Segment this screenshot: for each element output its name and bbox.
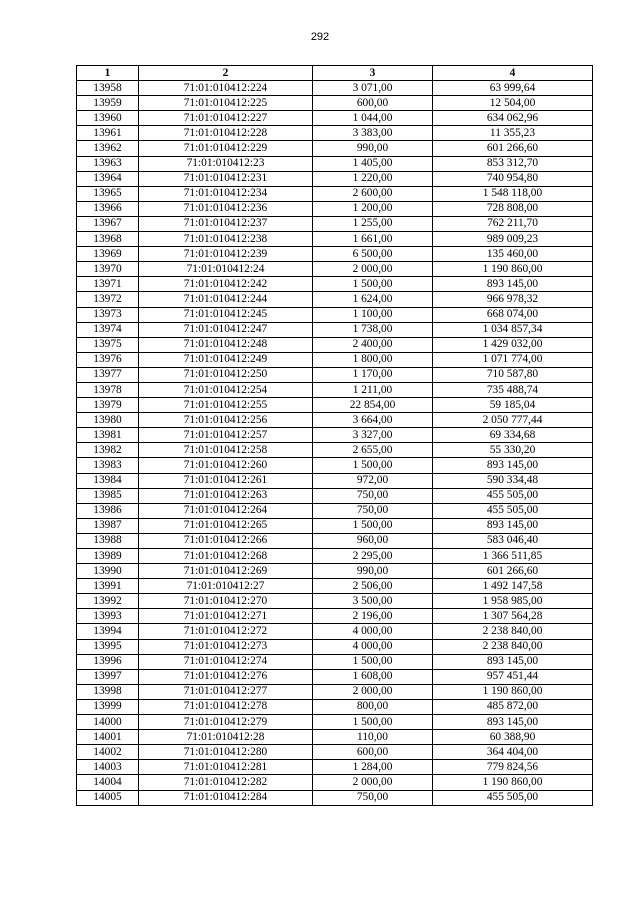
cadastral-number-cell: 71:01:010412:23 bbox=[139, 156, 313, 171]
area-cell: 990,00 bbox=[313, 141, 433, 156]
value-cell: 710 587,80 bbox=[433, 367, 593, 382]
table-row bbox=[77, 307, 593, 322]
row-number-cell: 13960 bbox=[77, 111, 139, 126]
row-number-cell: 13965 bbox=[77, 186, 139, 201]
row-number-cell: 13972 bbox=[77, 292, 139, 307]
area-cell: 972,00 bbox=[313, 473, 433, 488]
cadastral-number-cell: 71:01:010412:237 bbox=[139, 216, 313, 231]
value-cell: 779 824,56 bbox=[433, 760, 593, 775]
value-cell: 583 046,40 bbox=[433, 533, 593, 548]
area-cell: 110,00 bbox=[313, 730, 433, 745]
cadastral-number-cell: 71:01:010412:281 bbox=[139, 760, 313, 775]
cadastral-number-cell: 71:01:010412:227 bbox=[139, 111, 313, 126]
row-number-cell: 13988 bbox=[77, 533, 139, 548]
cadastral-number-cell: 71:01:010412:269 bbox=[139, 564, 313, 579]
cadastral-number-cell: 71:01:010412:224 bbox=[139, 81, 313, 96]
area-cell: 2 400,00 bbox=[313, 337, 433, 352]
value-cell: 893 145,00 bbox=[433, 654, 593, 669]
row-number-cell: 13967 bbox=[77, 216, 139, 231]
area-cell: 2 295,00 bbox=[313, 549, 433, 564]
table-row bbox=[77, 367, 593, 382]
value-cell: 2 238 840,00 bbox=[433, 639, 593, 654]
value-cell: 1 366 511,85 bbox=[433, 549, 593, 564]
table-row bbox=[77, 337, 593, 352]
cadastral-number-cell: 71:01:010412:239 bbox=[139, 247, 313, 262]
value-cell: 69 334,68 bbox=[433, 428, 593, 443]
cadastral-number-cell: 71:01:010412:256 bbox=[139, 413, 313, 428]
table-row bbox=[77, 775, 593, 790]
area-cell: 1 220,00 bbox=[313, 171, 433, 186]
table-row bbox=[77, 458, 593, 473]
cadastral-number-cell: 71:01:010412:263 bbox=[139, 488, 313, 503]
cadastral-number-cell: 71:01:010412:248 bbox=[139, 337, 313, 352]
cadastral-number-cell: 71:01:010412:276 bbox=[139, 669, 313, 684]
value-cell: 1 190 860,00 bbox=[433, 775, 593, 790]
row-number-cell: 13985 bbox=[77, 488, 139, 503]
header-col-4: 4 bbox=[433, 66, 593, 81]
row-number-cell: 13999 bbox=[77, 699, 139, 714]
row-number-cell: 13962 bbox=[77, 141, 139, 156]
cadastral-number-cell: 71:01:010412:270 bbox=[139, 594, 313, 609]
cadastral-number-cell: 71:01:010412:234 bbox=[139, 186, 313, 201]
cadastral-number-cell: 71:01:010412:249 bbox=[139, 352, 313, 367]
cadastral-table bbox=[76, 65, 593, 806]
table-row bbox=[77, 382, 593, 397]
cadastral-number-cell: 71:01:010412:278 bbox=[139, 699, 313, 714]
cadastral-number-cell: 71:01:010412:271 bbox=[139, 609, 313, 624]
row-number-cell: 13968 bbox=[77, 232, 139, 247]
area-cell: 3 664,00 bbox=[313, 413, 433, 428]
cadastral-number-cell: 71:01:010412:268 bbox=[139, 549, 313, 564]
area-cell: 1 284,00 bbox=[313, 760, 433, 775]
value-cell: 634 062,96 bbox=[433, 111, 593, 126]
table-row bbox=[77, 413, 593, 428]
row-number-cell: 13983 bbox=[77, 458, 139, 473]
value-cell: 364 404,00 bbox=[433, 745, 593, 760]
value-cell: 1 548 118,00 bbox=[433, 186, 593, 201]
table-row bbox=[77, 81, 593, 96]
cadastral-number-cell: 71:01:010412:265 bbox=[139, 518, 313, 533]
value-cell: 2 050 777,44 bbox=[433, 413, 593, 428]
value-cell: 59 185,04 bbox=[433, 398, 593, 413]
row-number-cell: 13991 bbox=[77, 579, 139, 594]
row-number-cell: 14004 bbox=[77, 775, 139, 790]
area-cell: 800,00 bbox=[313, 699, 433, 714]
table-row bbox=[77, 639, 593, 654]
area-cell: 3 071,00 bbox=[313, 81, 433, 96]
table-row bbox=[77, 443, 593, 458]
value-cell: 60 388,90 bbox=[433, 730, 593, 745]
value-cell: 1 190 860,00 bbox=[433, 262, 593, 277]
cadastral-number-cell: 71:01:010412:277 bbox=[139, 684, 313, 699]
header-row bbox=[77, 66, 593, 81]
cadastral-number-cell: 71:01:010412:247 bbox=[139, 322, 313, 337]
value-cell: 135 460,00 bbox=[433, 247, 593, 262]
cadastral-number-cell: 71:01:010412:255 bbox=[139, 398, 313, 413]
area-cell: 2 196,00 bbox=[313, 609, 433, 624]
row-number-cell: 14003 bbox=[77, 760, 139, 775]
row-number-cell: 13959 bbox=[77, 96, 139, 111]
row-number-cell: 13979 bbox=[77, 398, 139, 413]
row-number-cell: 13998 bbox=[77, 684, 139, 699]
row-number-cell: 13993 bbox=[77, 609, 139, 624]
table-row bbox=[77, 609, 593, 624]
table-row bbox=[77, 624, 593, 639]
table-row bbox=[77, 518, 593, 533]
table-row bbox=[77, 760, 593, 775]
row-number-cell: 13969 bbox=[77, 247, 139, 262]
table-body bbox=[77, 81, 593, 806]
value-cell: 2 238 840,00 bbox=[433, 624, 593, 639]
area-cell: 2 600,00 bbox=[313, 186, 433, 201]
table-row bbox=[77, 398, 593, 413]
table-row bbox=[77, 322, 593, 337]
area-cell: 750,00 bbox=[313, 790, 433, 805]
value-cell: 893 145,00 bbox=[433, 518, 593, 533]
cadastral-number-cell: 71:01:010412:28 bbox=[139, 730, 313, 745]
row-number-cell: 13971 bbox=[77, 277, 139, 292]
area-cell: 2 000,00 bbox=[313, 684, 433, 699]
area-cell: 3 383,00 bbox=[313, 126, 433, 141]
table-row bbox=[77, 549, 593, 564]
row-number-cell: 13964 bbox=[77, 171, 139, 186]
table-row bbox=[77, 790, 593, 805]
cadastral-number-cell: 71:01:010412:229 bbox=[139, 141, 313, 156]
row-number-cell: 13992 bbox=[77, 594, 139, 609]
area-cell: 750,00 bbox=[313, 503, 433, 518]
row-number-cell: 13990 bbox=[77, 564, 139, 579]
table-row bbox=[77, 594, 593, 609]
cadastral-number-cell: 71:01:010412:250 bbox=[139, 367, 313, 382]
area-cell: 1 500,00 bbox=[313, 458, 433, 473]
area-cell: 1 738,00 bbox=[313, 322, 433, 337]
value-cell: 1 071 774,00 bbox=[433, 352, 593, 367]
table-row bbox=[77, 715, 593, 730]
table-row bbox=[77, 730, 593, 745]
cadastral-number-cell: 71:01:010412:279 bbox=[139, 715, 313, 730]
row-number-cell: 13978 bbox=[77, 382, 139, 397]
value-cell: 853 312,70 bbox=[433, 156, 593, 171]
cadastral-number-cell: 71:01:010412:272 bbox=[139, 624, 313, 639]
area-cell: 4 000,00 bbox=[313, 624, 433, 639]
header-col-1: 1 bbox=[77, 66, 139, 81]
row-number-cell: 13961 bbox=[77, 126, 139, 141]
table-row bbox=[77, 247, 593, 262]
area-cell: 2 506,00 bbox=[313, 579, 433, 594]
row-number-cell: 13974 bbox=[77, 322, 139, 337]
row-number-cell: 13995 bbox=[77, 639, 139, 654]
area-cell: 1 800,00 bbox=[313, 352, 433, 367]
row-number-cell: 13966 bbox=[77, 201, 139, 216]
area-cell: 3 500,00 bbox=[313, 594, 433, 609]
area-cell: 3 327,00 bbox=[313, 428, 433, 443]
row-number-cell: 13981 bbox=[77, 428, 139, 443]
value-cell: 989 009,23 bbox=[433, 232, 593, 247]
cadastral-number-cell: 71:01:010412:284 bbox=[139, 790, 313, 805]
area-cell: 2 000,00 bbox=[313, 775, 433, 790]
row-number-cell: 14000 bbox=[77, 715, 139, 730]
value-cell: 1 190 860,00 bbox=[433, 684, 593, 699]
area-cell: 1 405,00 bbox=[313, 156, 433, 171]
cadastral-number-cell: 71:01:010412:261 bbox=[139, 473, 313, 488]
value-cell: 455 505,00 bbox=[433, 488, 593, 503]
area-cell: 1 211,00 bbox=[313, 382, 433, 397]
table-row bbox=[77, 141, 593, 156]
table-row bbox=[77, 171, 593, 186]
area-cell: 1 200,00 bbox=[313, 201, 433, 216]
area-cell: 750,00 bbox=[313, 488, 433, 503]
cadastral-number-cell: 71:01:010412:266 bbox=[139, 533, 313, 548]
row-number-cell: 13980 bbox=[77, 413, 139, 428]
value-cell: 12 504,00 bbox=[433, 96, 593, 111]
value-cell: 590 334,48 bbox=[433, 473, 593, 488]
value-cell: 893 145,00 bbox=[433, 715, 593, 730]
area-cell: 4 000,00 bbox=[313, 639, 433, 654]
value-cell: 63 999,64 bbox=[433, 81, 593, 96]
value-cell: 668 074,00 bbox=[433, 307, 593, 322]
value-cell: 455 505,00 bbox=[433, 503, 593, 518]
value-cell: 55 330,20 bbox=[433, 443, 593, 458]
area-cell: 1 500,00 bbox=[313, 518, 433, 533]
area-cell: 1 100,00 bbox=[313, 307, 433, 322]
table-row bbox=[77, 96, 593, 111]
cadastral-number-cell: 71:01:010412:264 bbox=[139, 503, 313, 518]
value-cell: 1 429 032,00 bbox=[433, 337, 593, 352]
table-row bbox=[77, 232, 593, 247]
area-cell: 600,00 bbox=[313, 745, 433, 760]
table-row bbox=[77, 428, 593, 443]
area-cell: 6 500,00 bbox=[313, 247, 433, 262]
value-cell: 966 978,32 bbox=[433, 292, 593, 307]
table-row bbox=[77, 156, 593, 171]
table-row bbox=[77, 579, 593, 594]
row-number-cell: 13977 bbox=[77, 367, 139, 382]
cadastral-number-cell: 71:01:010412:258 bbox=[139, 443, 313, 458]
row-number-cell: 13987 bbox=[77, 518, 139, 533]
value-cell: 1 034 857,34 bbox=[433, 322, 593, 337]
table-row bbox=[77, 503, 593, 518]
cadastral-number-cell: 71:01:010412:282 bbox=[139, 775, 313, 790]
table-row bbox=[77, 654, 593, 669]
page-number: 292 bbox=[310, 31, 330, 43]
cadastral-number-cell: 71:01:010412:228 bbox=[139, 126, 313, 141]
table-row bbox=[77, 111, 593, 126]
value-cell: 740 954,80 bbox=[433, 171, 593, 186]
value-cell: 601 266,60 bbox=[433, 141, 593, 156]
cadastral-number-cell: 71:01:010412:242 bbox=[139, 277, 313, 292]
cadastral-number-cell: 71:01:010412:27 bbox=[139, 579, 313, 594]
header-col-2: 2 bbox=[139, 66, 313, 81]
table-row bbox=[77, 186, 593, 201]
row-number-cell: 13958 bbox=[77, 81, 139, 96]
row-number-cell: 13989 bbox=[77, 549, 139, 564]
cadastral-number-cell: 71:01:010412:231 bbox=[139, 171, 313, 186]
value-cell: 601 266,60 bbox=[433, 564, 593, 579]
area-cell: 1 608,00 bbox=[313, 669, 433, 684]
row-number-cell: 14002 bbox=[77, 745, 139, 760]
table-row bbox=[77, 262, 593, 277]
table-row bbox=[77, 699, 593, 714]
area-cell: 1 170,00 bbox=[313, 367, 433, 382]
cadastral-number-cell: 71:01:010412:260 bbox=[139, 458, 313, 473]
value-cell: 728 808,00 bbox=[433, 201, 593, 216]
row-number-cell: 14005 bbox=[77, 790, 139, 805]
table-row bbox=[77, 669, 593, 684]
table-row bbox=[77, 684, 593, 699]
table-row bbox=[77, 473, 593, 488]
header-col-3: 3 bbox=[313, 66, 433, 81]
table-row bbox=[77, 126, 593, 141]
cadastral-number-cell: 71:01:010412:238 bbox=[139, 232, 313, 247]
cadastral-number-cell: 71:01:010412:24 bbox=[139, 262, 313, 277]
area-cell: 1 624,00 bbox=[313, 292, 433, 307]
row-number-cell: 13986 bbox=[77, 503, 139, 518]
value-cell: 11 355,23 bbox=[433, 126, 593, 141]
cadastral-number-cell: 71:01:010412:245 bbox=[139, 307, 313, 322]
cadastral-number-cell: 71:01:010412:254 bbox=[139, 382, 313, 397]
table-row bbox=[77, 277, 593, 292]
area-cell: 990,00 bbox=[313, 564, 433, 579]
value-cell: 893 145,00 bbox=[433, 277, 593, 292]
value-cell: 485 872,00 bbox=[433, 699, 593, 714]
table-row bbox=[77, 488, 593, 503]
area-cell: 600,00 bbox=[313, 96, 433, 111]
table-row bbox=[77, 564, 593, 579]
area-cell: 1 661,00 bbox=[313, 232, 433, 247]
row-number-cell: 14001 bbox=[77, 730, 139, 745]
table-header bbox=[77, 66, 593, 81]
value-cell: 762 211,70 bbox=[433, 216, 593, 231]
value-cell: 735 488,74 bbox=[433, 382, 593, 397]
area-cell: 960,00 bbox=[313, 533, 433, 548]
area-cell: 1 044,00 bbox=[313, 111, 433, 126]
table-row bbox=[77, 292, 593, 307]
area-cell: 1 500,00 bbox=[313, 654, 433, 669]
value-cell: 1 492 147,58 bbox=[433, 579, 593, 594]
value-cell: 455 505,00 bbox=[433, 790, 593, 805]
cadastral-number-cell: 71:01:010412:236 bbox=[139, 201, 313, 216]
row-number-cell: 13996 bbox=[77, 654, 139, 669]
area-cell: 2 655,00 bbox=[313, 443, 433, 458]
table-row bbox=[77, 533, 593, 548]
row-number-cell: 13963 bbox=[77, 156, 139, 171]
row-number-cell: 13976 bbox=[77, 352, 139, 367]
table-row bbox=[77, 745, 593, 760]
row-number-cell: 13973 bbox=[77, 307, 139, 322]
row-number-cell: 13970 bbox=[77, 262, 139, 277]
cadastral-number-cell: 71:01:010412:225 bbox=[139, 96, 313, 111]
row-number-cell: 13984 bbox=[77, 473, 139, 488]
cadastral-number-cell: 71:01:010412:274 bbox=[139, 654, 313, 669]
value-cell: 1 307 564,28 bbox=[433, 609, 593, 624]
value-cell: 957 451,44 bbox=[433, 669, 593, 684]
value-cell: 893 145,00 bbox=[433, 458, 593, 473]
table-row bbox=[77, 201, 593, 216]
table-row bbox=[77, 216, 593, 231]
row-number-cell: 13975 bbox=[77, 337, 139, 352]
row-number-cell: 13997 bbox=[77, 669, 139, 684]
value-cell: 1 958 985,00 bbox=[433, 594, 593, 609]
area-cell: 1 500,00 bbox=[313, 715, 433, 730]
cadastral-number-cell: 71:01:010412:273 bbox=[139, 639, 313, 654]
cadastral-number-cell: 71:01:010412:280 bbox=[139, 745, 313, 760]
area-cell: 1 500,00 bbox=[313, 277, 433, 292]
cadastral-number-cell: 71:01:010412:244 bbox=[139, 292, 313, 307]
area-cell: 2 000,00 bbox=[313, 262, 433, 277]
cadastral-number-cell: 71:01:010412:257 bbox=[139, 428, 313, 443]
area-cell: 22 854,00 bbox=[313, 398, 433, 413]
row-number-cell: 13982 bbox=[77, 443, 139, 458]
row-number-cell: 13994 bbox=[77, 624, 139, 639]
table-row bbox=[77, 352, 593, 367]
area-cell: 1 255,00 bbox=[313, 216, 433, 231]
